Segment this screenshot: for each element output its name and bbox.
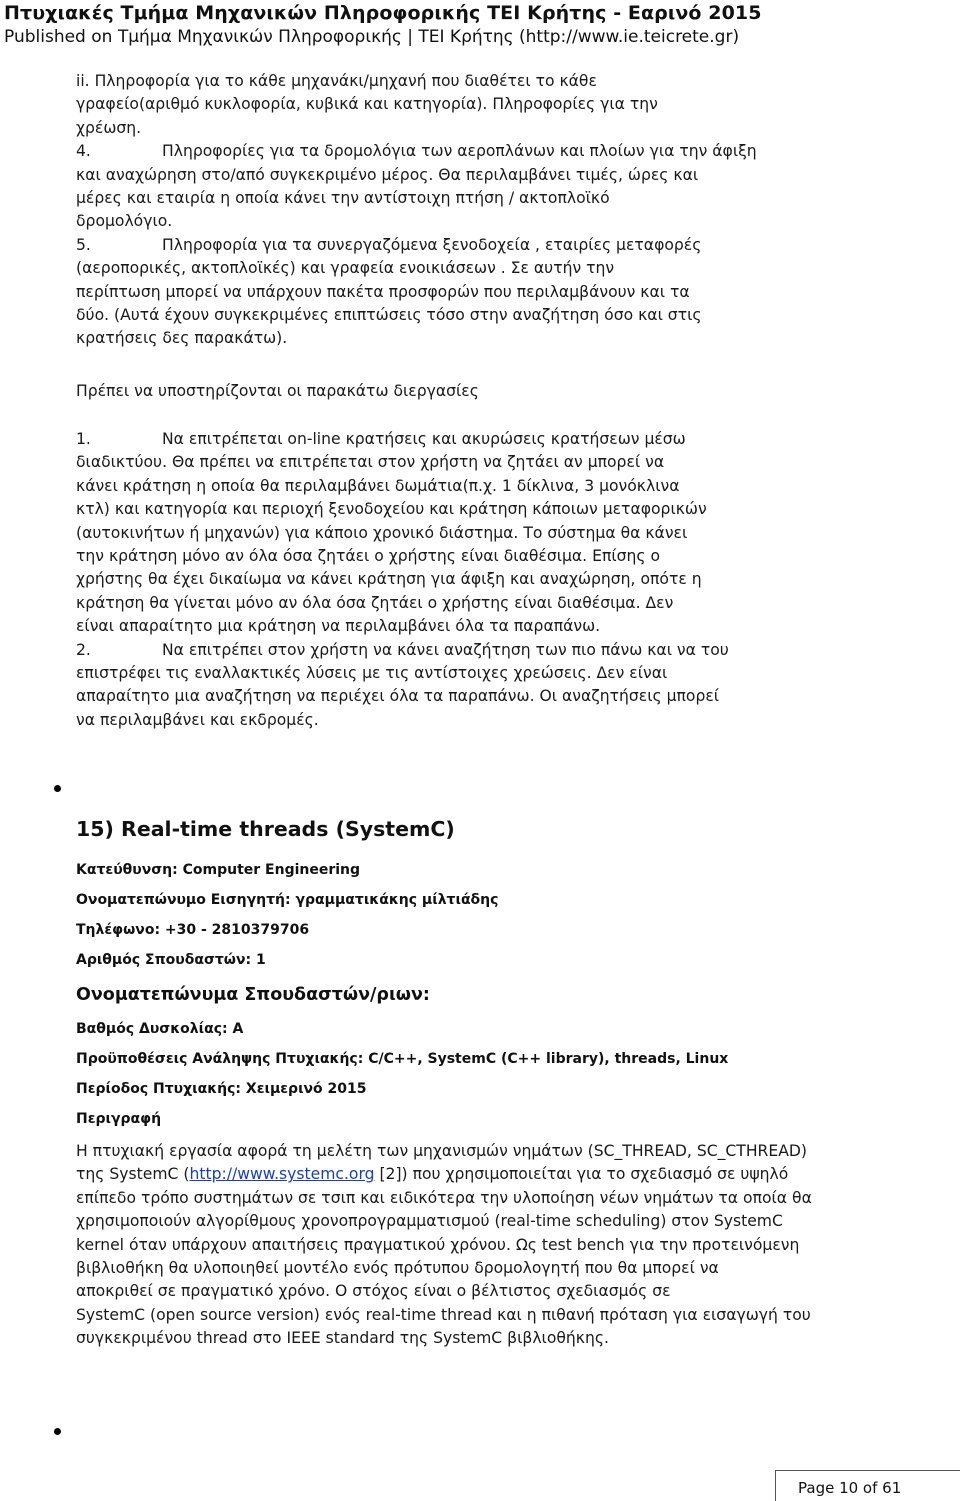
node-title[interactable]: 15) Real-time threads (SystemC) bbox=[76, 817, 455, 841]
field-supervisor: Ονοματεπώνυμο Εισηγητή: γραμματικάκης μίλτιάδης bbox=[76, 892, 499, 908]
bullet-icon bbox=[54, 785, 61, 792]
processes-list bbox=[76, 428, 866, 732]
site-title: Πτυχιακές Τμήμα Μηχανικών Πληροφορικής ΤΕΙ Κρήτης - Εαρινό 2015 bbox=[4, 2, 762, 24]
published-on-line: Published on Τμήμα Μηχανικών Πληροφορικής | ΤΕΙ Κρήτης (http://www.ie.teicrete.gr) bbox=[4, 27, 740, 47]
description-label: Περιγραφή bbox=[76, 1111, 162, 1127]
systemc-link[interactable]: http://www.systemc.org bbox=[189, 1165, 375, 1184]
field-period: Περίοδος Πτυχιακής: Χειμερινό 2015 bbox=[76, 1081, 367, 1097]
field-phone: Τηλέφωνο: +30 - 2810379706 bbox=[76, 922, 310, 938]
processes-heading: Πρέπει να υποστηρίζονται οι παρακάτω διεργασίες bbox=[76, 382, 479, 400]
list-item: 5. Πληροφορία για τα συνεργαζόμενα ξενοδοχεία , εταιρίες μεταφορές (αεροπορικές, ακτοπλοϊκές) και γραφεία ενοικιάσεων . Σε αυτήν την περίπτωση μπορεί να υπάρχουν πακέτα προσφορών που περιλαμβάνουν και τα δύο. (Αυτά έχουν συγκεκριμένες επιπτώσεις τόσο στην αναζήτηση όσο και στις κρατήσεις δες παρακάτω). bbox=[76, 235, 702, 348]
list-item: 2. Να επιτρέπει στον χρήστη να κάνει αναζήτηση των πιο πάνω και να του επιστρέφει τις εναλλακτικές λύσεις με τις αντίστοιχες χρεώσεις. Δεν είναι απαραίτητο μια αναζήτηση να περιέχει όλα τα παραπάνω. Οι αναζητήσεις μπορεί να περιλαμβάνει και εκδρομές. bbox=[76, 640, 729, 729]
bullet-icon bbox=[54, 1428, 61, 1435]
field-difficulty: Βαθμός Δυσκολίας: Α bbox=[76, 1021, 244, 1037]
description-text: Η πτυχιακή εργασία αφορά τη μελέτη των μηχανισμών νημάτων (SC_THREAD, SC_CTHREAD) της SystemC (http://www.systemc.org [2]) που χρησιμοποιείται για το σχεδιασμό σε υψηλό επίπεδο τρόπο συστημάτων σε τσιπ και ειδικότερα την υλοποίηση νέων νημάτων τα οποία θα χρησιμοποιούν αλγορίθμους χρονοπρογραμματισμού (real-time scheduling) στον SystemC kernel όταν υπάρχουν απαιτήσεις πραγματικού χρόνου. Ως test bench για την προτεινόμενη βιβλιοθήκη θα υλοποιηθεί μοντέλο ενός πρότυπου δρομολογητή που θα μπορεί να αποκριθεί σε πραγματικό χρόνο. Ο στόχος είναι ο βέλτιστος σχεδιασμός σε SystemC (open source version) ενός real-time thread και η πιθανή πρόταση για εισαγωγή του συγκεκριμένου thread στο IEEE standard της SystemC βιβλιοθήκης. bbox=[76, 1142, 812, 1348]
page-number: Page 10 of 61 bbox=[798, 1479, 902, 1497]
field-prerequisites: Προϋποθέσεις Ανάληψης Πτυχιακής: C/C++, SystemC (C++ library), threads, Linux bbox=[76, 1051, 729, 1067]
field-students-names: Ονοματεπώνυμα Σπουδαστών/ριων: bbox=[76, 985, 430, 1005]
field-students-count: Αριθμός Σπουδαστών: 1 bbox=[76, 952, 266, 968]
field-direction: Κατεύθυνση: Computer Engineering bbox=[76, 862, 361, 878]
prev-node-content bbox=[76, 70, 866, 351]
list-item: 4. Πληροφορίες για τα δρομολόγια των αεροπλάνων και πλοίων για την άφιξη και αναχώρηση στο/από συγκεκριμένο μέρος. Θα περιλαμβάνει τιμές, ώρες και μέρες και εταιρία η οποία κάνει την αντίστοιχη πτήση / ακτοπλοϊκό δρομολόγιο. bbox=[76, 142, 757, 231]
list-item: ii. Πληροφορία για το κάθε μηχανάκι/μηχανή που διαθέτει το κάθε γραφείο(αριθμό κυκλοφορία, κυβικά και κατηγορία). Πληροφορίες για την χρέωση. bbox=[76, 72, 658, 137]
list-item: 1. Να επιτρέπεται on-line κρατήσεις και ακυρώσεις κρατήσεων μέσω διαδικτύου. Θα πρέπει να επιτρέπεται στον χρήστη να ζητάει αν μπορεί να κάνει κράτηση η οποία θα περιλαμβάνει δωμάτια(π.χ. 1 δίκλινα, 3 μονόκλινα κτλ) και κατηγορία και περιοχή ξενοδοχείου και κράτηση κάποιων μεταφορικών (αυτοκινήτων ή μηχανών) για κάποιο χρονικό διάστημα. Το σύστημα θα κάνει την κράτηση μόνο αν όλα όσα ζητάει ο χρήστης είναι διαθέσιμα. Επίσης ο χρήστης θα έχει δικαίωμα να κάνει κράτηση για άφιξη και αναχώρηση, οπότε η κράτηση θα γίνεται μόνο αν όλα όσα ζητάει ο χρήστης είναι διαθέσιμα. Δεν είναι απαραίτητο μια κράτηση να περιλαμβάνει όλα τα παραπάνω. bbox=[76, 430, 707, 636]
